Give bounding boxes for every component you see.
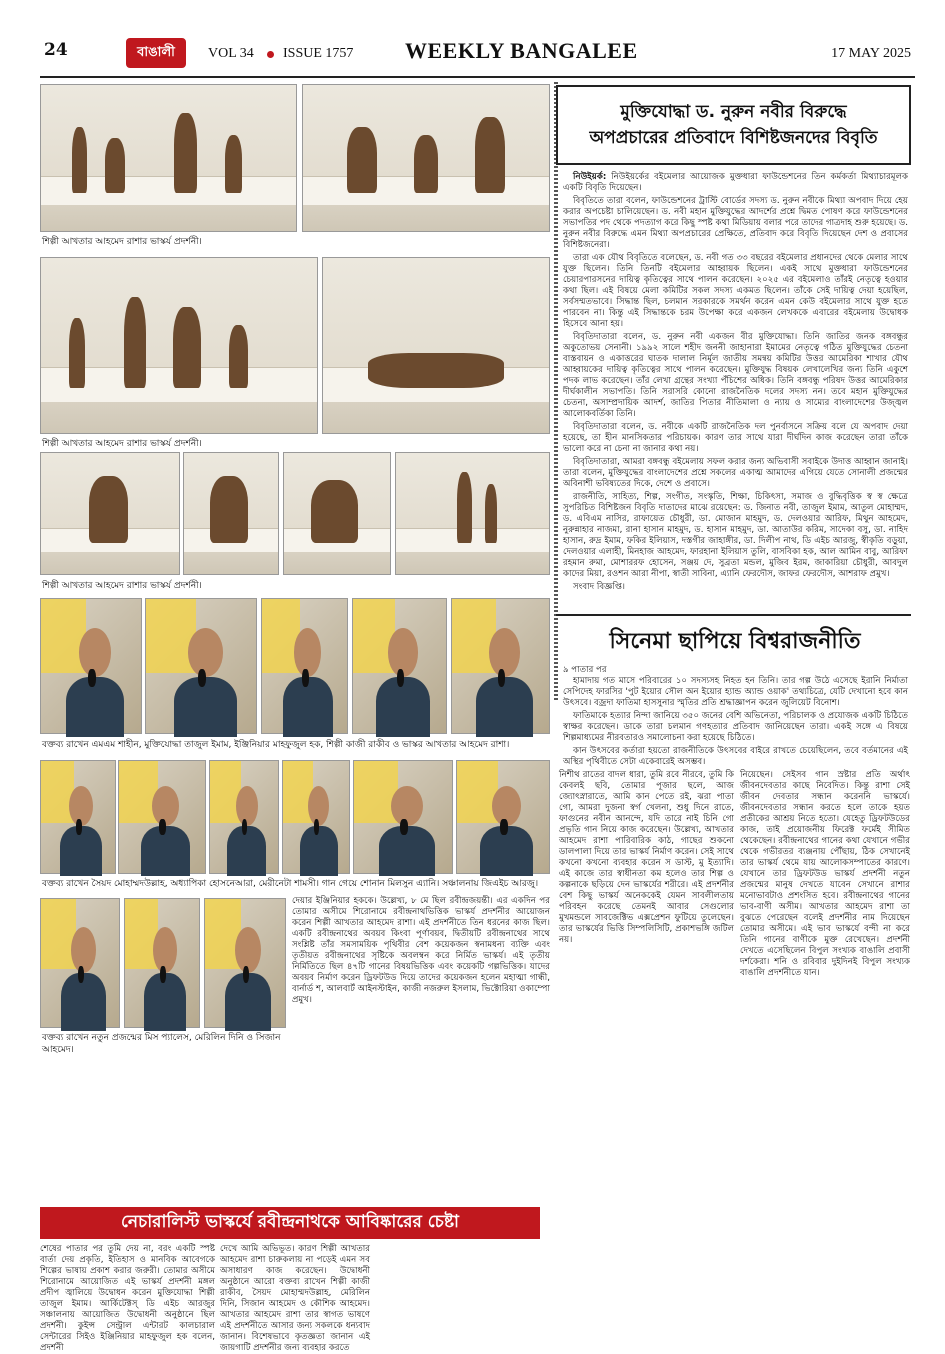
photo-caption: শিল্পী আখতার আহমেদ রাশার ভাস্কর্য প্রদর্শনী। <box>42 581 202 591</box>
newspaper-logo: বাঙালী <box>126 38 186 68</box>
sculpture-photo <box>322 257 550 434</box>
article-headline: মুক্তিযোদ্ধা ড. নুরুন নবীর বিরুদ্ধে <box>620 102 847 122</box>
speaker-photo <box>145 598 257 734</box>
article-headline-box <box>556 85 911 165</box>
paragraph: কান উৎসবের কর্তারা হয়তো রাজনীতিকে উৎসবের বাইরে রাখতে চেয়েছিলেন, তবে বর্তমানের এই অস্থির পৃথিবীতে সেটা একেবারেই অসম্ভব। <box>563 746 908 767</box>
paragraph: বিবৃতিদাতারা, আমরা বঙ্গবন্ধু বইমেলায় সফল করার জন্য অভিবাসী সবাইকে উদাত্ত আহ্বান জানাই। তারা বলেন, মুক্তিযুদ্ধের বাংলাদেশের প্রশ্নে সকলের একাত্ম আমাদের এগিয়ে যেতে সোনালী প্রজন্মের অবিনাশী ভবিষ্যতের দিকে, দেশে ও প্রবাসে। <box>563 457 908 489</box>
sculpture-photo <box>40 257 318 434</box>
paragraph: বিবৃতিতে তারা বলেন, ফাউন্ডেশনের ট্রাস্টি বোর্ডের সদস্য ড. নুরুন নবীকে মিথ্যা অপবাদ দিয়ে হেয় করার অপচেষ্টা চালিয়েছেন। ড. নবী মহান মুক্তিযুদ্ধের আদর্শের প্রশ্নে দ্বিমত পোষণ করে ফাউন্ডেশনের সভাপতির পদ থেকে পদত্যাগ করে কিছু স্পষ্ট কথা মিডিয়ায় বলার পরে তাদের গাত্রদাহ শুরু হয়েছে। ড. নুরুন নবীর বিরুদ্ধে এমন মিথ্যা অপপ্রচারের প্রেক্ষিতে, প্রতিবাদ করে বিবৃতি দিয়েছেন দেশ ও প্রবাসের বিশিষ্টজনেরা। <box>563 196 908 250</box>
speaker-photo <box>209 760 279 874</box>
article-column: দেয়ার ইঞ্জিনিয়ার হককে। উল্লেখ্য, ৮ মে ছিল রবীন্দ্রজয়ন্তী। এর একদিন পর তোমার অসীমে শিরোনামে রবীন্দ্রনাথভিত্তিক ভাস্কর্য প্রদর্শনীর আয়োজন করেন শিল্পী আখতার আহমেদ রাশা। এই প্রদর্শনীতে তিন ধরনের কাজ ছিল। একটি রবীন্দ্রনাথের অবয়ব কিংবা পূর্ণাবয়ব, দ্বিতীয়টি রবীন্দ্রনাথের সাথে সংশ্লিষ্ট তাঁর সমসাময়িক পৃথিবীর বেশ কয়েকজন স্বনামধন্য ব্যক্তি এবং তৃতীয়ত রবীন্দ্রনাথের সৃষ্টিকে অবলম্বন করে নির্মিত ভাস্কর্য। এই তৃতীয় নির্মিতিতে ছিল ৪৭টি গানের বিষয়ভিত্তিক এবং কয়েকটি গল্পভিত্তিক। যাদের অবয়ব নির্মাণ করেন ড্রিফটউড দিয়ে তাদের কয়েকজন হলেন মহাত্মা গান্ধী, বার্নার্ড শ, আলবার্ট আইনস্টাইন, কাজী নজরুল ইসলাম, ভিক্টোরিয়া ওকাম্পো প্রমুখ। <box>292 896 550 1005</box>
section-divider <box>556 614 911 616</box>
continued-from: ৯ পাতার পর <box>563 665 607 675</box>
speaker-photo <box>353 760 453 874</box>
page-header <box>40 38 915 78</box>
speaker-photo <box>261 598 348 734</box>
volume-number: VOL 34 <box>208 46 254 61</box>
photo-caption: বক্তব্য রাখেন এমএম শাহীন, মুক্তিযোদ্ধা তাজুল ইমাম, ইঞ্জিনিয়ার মাহফুজুল হক, শিল্পী কাজী রাকীব ও ভাস্কর আখতার আহমেদ রাশা। <box>42 740 510 750</box>
speaker-photo <box>204 898 286 1028</box>
speaker-photo <box>40 598 142 734</box>
article-body <box>563 676 908 766</box>
sculpture-photo <box>40 84 297 232</box>
article-headline: নেচারালিস্ট ভাস্কর্যে রবীন্দ্রনাথকে আবিষ্কারের চেষ্টা <box>40 1207 540 1239</box>
paragraph: নিউইয়র্কের বইমেলার আয়োজক মুক্তধারা ফাউন্ডেশনের তিন কর্মকর্তা মিথ্যাচারমূলক একটি বিবৃতি দিয়েছেন। <box>563 172 908 193</box>
speaker-photo <box>118 760 206 874</box>
speaker-photo <box>456 760 550 874</box>
article-headline: সিনেমা ছাপিয়ে বিশ্বরাজনীতি <box>609 629 861 654</box>
photo-caption: বক্তব্য রাখেন সৈয়দ মোহাম্মদউল্লাহ, অধ্যাপিকা হোসনেআরা, মেরীনেটা শামসী। গান গেয়ে শোনান মিলসুন এ্যানি। সঞ্চালনায় জিএইচ আরজু। <box>42 879 539 889</box>
photo-caption: বক্তব্য রাখেন নতুন প্রজন্মের মিস প্যালেস, মেরিলিন দিনি ও সিজান আহমেদ। <box>42 1033 281 1055</box>
speaker-photo <box>352 598 447 734</box>
article-column: নিয়েছেন। সেইসব গান স্রষ্টার প্রতি অর্থাৎ জীবনদেবতার কাছে নিবেদিত। কিন্তু রাশা সেই জীবন দেবতার সন্ধান করেননি ভাস্কর্যে। জীবনদেবতার সন্ধান করতে হলে তাকে হয়ত প্রতীকের আশ্রয় নিতে হতো। যেহেতু ড্রিফটউডের কাজ, তাই প্রয়োজনীয় ফিরেক্ট ফর্মেই সীমিত থেকেছেন। রবীন্দ্রনাথের গানের কথা যেখানে গভীর থেকে গভীরতর ব্যঞ্জনায় পৌঁছায়, ঠিক সেখানেই তার ভাস্কর্য থেমে যায় আলোকসম্পাতের কারণে। যেখানে তার ড্রিফটউড ভাস্কর্য প্রদর্শনী নতুন প্রজন্মের মানুষ দেখতে যাবেন সেখানে রাশার মনোভাবটাও প্রশংসিত হবে। রবীন্দ্রনাথের গানের ভাব-বাণী অসীম। আখতার আহমেদ রাশা তা বুঝতে পেরেছেন বলেই প্রদর্শনীর নাম দিয়েছেন তোমার অসীমে। এই ভাব ভাস্কর্যে বন্দী না করে তিনি গানের বাণীকে মুক্ত রেখেছেন। প্রদর্শনী দেখতে এসেছিলেন বিপুল সংখ্যক বাঙালি প্রবাসী দর্শকেরা। শনি ও রবিবার দুইদিনই বিপুল সংখ্যক বাঙালি প্রদর্শনীতে যান। <box>740 770 910 978</box>
speaker-photo <box>40 898 120 1028</box>
article-column: দেখে আমি অভিভূত। কারণ শিল্পী আখতার আহমেদ রাশা চারুকলায় না পড়েই এমন সব অসাধারণ কাজ করেছেন। উদ্বোধনী অনুষ্ঠানে আরো বক্তব্য রাখেন শিল্পী কাজী রাকীব, সৈয়দ মোহাম্মদউল্লাহ, মেরিলিন দিনি, সিজান আহমেদ ও কৌশিক আহমেদ। আখতার আহমেদ রাশা তার স্বাগত ভাষণে এই প্রদর্শনীতে আসার জন্য সকলকে ধন্যবাদ জানান। বিশেষভাবে কৃতজ্ঞতা জানান এই জায়গাটি প্রদর্শনীর জন্য ব্যবহার করতে <box>220 1244 370 1353</box>
paragraph: রাজনীতি, সাহিত্য, শিল্প, সংগীত, সংস্কৃতি, শিক্ষা, চিকিৎসা, সমাজ ও বুদ্ধিবৃত্তিক স্ব স্ব ক্ষেত্রে সুপরিচিত বিশিষ্টজন বিবৃতি দাতাদের মাঝে রয়েছেন: ড. জিনাত নবী, তাজুল ইমাম, আতুল মোহাম্মদ, ড. এবিএম নাসির, রাফায়েত চৌধুরী, ডা. মোজান মাহমুদ, ড. দেলওয়ার আরিফ, মিথুন আহমেদ, নুরুন্নাহার নাজমা, রানা হাসান মাহমুদ, ড. হাসান মাহমুদ, ডা. আতাউর করিম, সাদেকা বসু, ডা. নাহিদ হাসান, রুদ্র ইমাম, ফকির ইলিয়াস, দস্তগীর জাহাঙ্গীর, ডা. দিলীপ নাথ, ডি এইচ আরজু, স্বীকৃতি বড়ুয়া, দেলওয়ার এলাহী, মিনহাজ আহমেদ, ফারহানা ইলিয়াস তুলি, বাসবিকা হক, আল আমিন বাবু, আরিফা রহমান রুমা, মোশাররফ হোসেন, সঞ্জয় দে, সুব্রতা মন্ডল, মুজিব ইরম, জাকারিয়া চৌধুরী, আবদুল কাদের মিয়া, রওশন আরা নীপা, স্বাতী সাবিনা, এ্যানি ফেরদৌস, জাফর ফেরদৌস, আশরাফ প্রমুখ। <box>563 492 908 579</box>
sculpture-photo <box>183 452 279 575</box>
sculpture-photo <box>283 452 391 575</box>
dateline: নিউইয়র্ক: <box>573 172 607 182</box>
article-column: নিশীথ রাতের বাদল ধারা, তুমি রবে নীরবে, তুমি কি কেবলই ছবি, তোমার পূজার ছলে, আজ জ্যোৎস্নারাতে, আমি কান পেতে রই, ঝরা পাতা গো, আমরা দুজনা স্বর্গ খেলনা, শুধু দিনে রাতে, ফাগুনের নবীন আনন্দে, যদি তারে নাই চিনি গো প্রভৃতি গান নিয়ে কাজ করেছেন। উল্লেখ্য, আখতার আহমেদ রাশা পারিবারিক কাঠ, গাছের শুকনো ডালপালা দিয়ে তার ভাস্কর্য নির্মাণ করেন। সেই সাথে কখনো কখনো ব্যবহার করেন স ডাস্ট, মু ইত্যাদি। এই কাজে তার স্বাধীনতা কম হলেও তার শিল্প ও কল্পনাকে ছড়িয়ে দেন ভাস্কর্যের শরীরে। এই প্রদর্শনীর বেশ কিছু ভাস্কর্য অনেককেই যেমন সাবলীলতায় পরিবহন করেছে তেমনই আবার সেগুলোর মুখমন্ডলে সাবজেক্টিভ এক্সপ্রেশন ফুটিয়ে তুলেছেন। তার ভাস্কর্যের ভিত্তি সিম্পলিসিটি, প্রকাশভঙ্গি জটিল নয়। <box>559 770 734 945</box>
issue-date: 17 MAY 2025 <box>831 46 911 61</box>
bullet-dot-icon <box>267 51 274 58</box>
speaker-photo <box>124 898 200 1028</box>
paragraph: ফাতিমাকে হত্যার নিন্দা জানিয়ে ৩৫০ জনের বেশি অভিনেতা, পরিচালক ও প্রযোজক একটি চিঠিতে স্বাক্ষর করেছেন। ডাকে তারা চলমান গণহত্যার প্রতিবাদ জানিয়েছেন তারা। একই সঙ্গে এ বিষয়ে শিল্পমাধ্যমের নীরবতারও সমালোচনা করা হয়েছে চিঠিতে। <box>563 711 908 743</box>
sculpture-photo <box>302 84 550 232</box>
speaker-photo <box>451 598 550 734</box>
page-number: 24 <box>44 40 68 60</box>
speaker-photo <box>282 760 350 874</box>
column-rule <box>554 82 558 702</box>
paragraph: বিবৃতিদাতারা বলেন, ড. নুরুন নবী একজন বীর মুক্তিযোদ্ধা। তিনি জাতির জনক বঙ্গবন্ধুর অকুতোভয় সেনানী। ১৯৯২ সালে শহীদ জননী জাহানারা ইমামের নেতৃত্বে গঠিত মুক্তিযুদ্ধের চেতনা বাস্তবায়ন ও একাত্তরের ঘাতক দালাল নির্মূল জাতীয় সমন্বয় কমিটির উত্তর আমেরিকা শাখার যৌথ আহ্বায়কের দায়িত্ব কৃতিত্বের সাথে পালন করেছেন। মুক্তিযুদ্ধ বিষয়ক লেখালেখির জন্য তিনি একুশে পদক লাভ করেছেন। তাঁর লেখা গ্রন্থের সংখ্যা পঁচিশের অধিক। তিনি বঙ্গবন্ধু পরিষদ উত্তর আমেরিকার দীর্ঘকালীন সভাপতি। তিনি সরাসরি কোনো রাজনৈতিক দলের সদস্য নন। তবে মহান মুক্তিযুদ্ধের চেতনা, অসাম্প্রদায়িক আদর্শ, জাতির পিতার নীতিমালা ও ন্যায় ও সাম্যের বাংলাদেশের উজ্জ্বল আলোকবর্তিকা তিনি। <box>563 332 908 419</box>
issue-number: ISSUE 1757 <box>283 46 354 61</box>
article-column: শেষের পাতার পর তুমি দেয় না, বরং একটি স্পষ্ট বার্তা দেয় প্রকৃতি, ইতিহাস ও মানবিক আবেগকে শিল্পের ভাষায় প্রকাশ করার জরুরী। তোমার অসীমে শিরোনামে আয়োজিত এই ভাস্কর্য প্রদর্শনী মঙ্গল প্রদীপ জ্বালিয়ে উদ্বোধন করেন মুক্তিযোদ্ধা শিল্পী তাজুল ইমাম। আর্কিটেক্টস্ ডি এইচ আরজুর সঞ্চালনায় আয়োজিত উদ্বোধনী অনুষ্ঠানে ছিল প্রদর্শনী। কুইন্স সেন্ট্রাল এন্টারট কালচারাল সেন্টারের সিইও ইঞ্জিনিয়ার মাহফুজুল হক বলেন, প্রদর্শনী <box>40 1244 215 1353</box>
photo-caption: শিল্পী আখতার আহমেদ রাশার ভাস্কর্য প্রদর্শনী। <box>42 439 202 449</box>
paragraph: বিবৃতিদাতারা বলেন, ড. নবীকে একটি রাজনৈতিক দল পুনর্বাসনে সক্রিয় বলে যে অপবাদ দেয়া হয়েছে, তা হীন মানসিকতার পরিচায়ক। কারণ তার সাথে যারা দীর্ঘদিন কাজ করেছেন তারা তাঁকে ভালো করে না চেনা না জানার কথা নয়। <box>563 422 908 454</box>
paragraph: সংবাদ বিজ্ঞপ্তি। <box>573 582 625 592</box>
photo-caption: শিল্পী আখতার আহমেদ রাশার ভাস্কর্য প্রদর্শনী। <box>42 237 202 247</box>
paragraph: তারা এক যৌথ বিবৃতিতে বলেছেন, ড. নবী গত ৩৩ বছরের বইমেলার প্রধানদের থেকে মেলার সাথে যুক্ত ছিলেন। তিনি তিনটি বইমেলার আহ্বায়ক ছিলেন। একই সাথে মুক্তধারা ফাউন্ডেশনের চেয়ারপারসনের দায়িত্ব কৃতিত্বের সাথে পালন করেছেন। ২০২৫ এর বইমেলাও তাঁরই নেতৃত্বে হওয়ার কথা ছিল। এই বিষয়ে মেলা কমিটির সকল সদস্য একমত ছিলেন। তাঁকে সেই দায়িত্ব দেয়া হয়েছিল, সর্বসম্মতভাবে। সিদ্ধান্ত ছিল, চলমান সরকারকে সমর্থন করেন এমন কেউ বইমেলার সাথে যুক্ত হতে পারবেন না। কিন্তু এই সিদ্ধান্তকে চরম উপেক্ষা করে একজন লেখককে এবারের বইমেলায় উদ্বোধক হিসেবে আনা হয়। <box>563 253 908 329</box>
speaker-photo <box>40 760 116 874</box>
paragraph: হামাদায় গত মাসে পরিবারের ১০ সদস্যসহ নিহত হন তিনি। তার গল্প উঠে এসেছে ইরানি নির্মাতা সেপিদেহ ফারসির 'পুট ইয়োর সৌল অন ইয়োর হ্যান্ড অ্যান্ড ওয়াক' তথ্যচিত্রে, যেটি দেখানো হবে কান উৎসবে। বজ্রদা ফাতিমা হাসসুনার স্মৃতির প্রতি শ্রদ্ধাজ্ঞাপন করেন জুলিয়েট বিনোশ। <box>563 676 908 708</box>
sculpture-photo <box>395 452 550 575</box>
article-headline: অপপ্রচারের প্রতিবাদে বিশিষ্টজনদের বিবৃতি <box>589 128 878 148</box>
sculpture-photo <box>40 452 180 575</box>
article-body <box>563 172 908 610</box>
paper-name: WEEKLY BANGALEE <box>405 38 638 63</box>
